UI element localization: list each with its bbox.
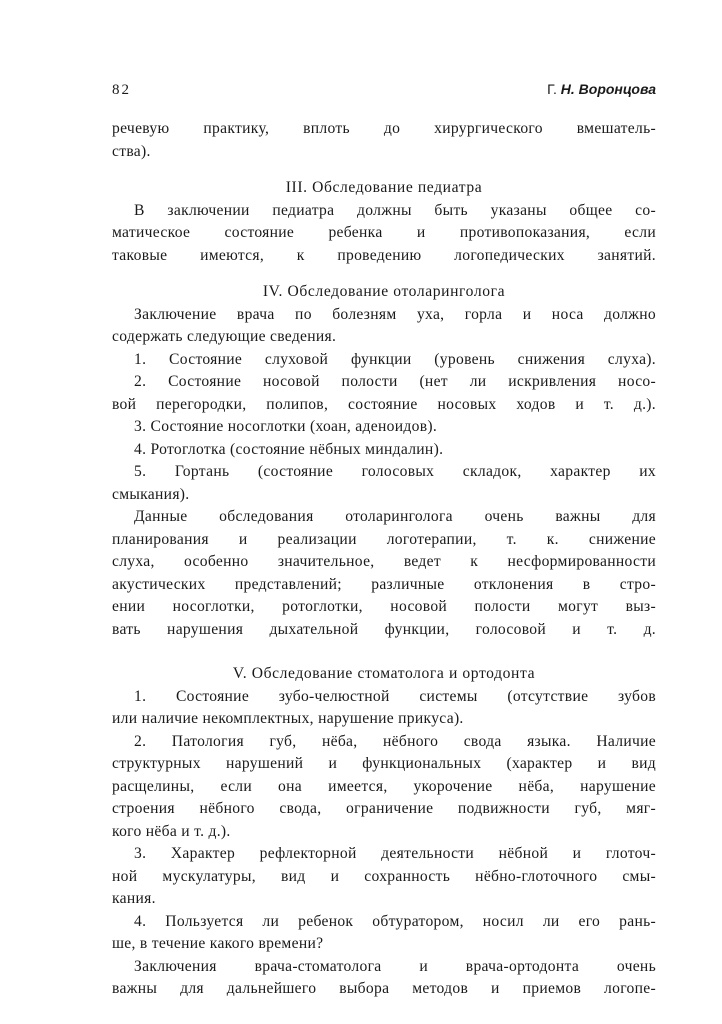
text-line: структурных нарушений и функциональных (характер и вид bbox=[112, 755, 656, 772]
list-item: 3. Состояние носоглотки (хоан, аденоидов). bbox=[134, 418, 438, 435]
list-item: 1. Состояние зубо-челюстной системы (отсутствие зубов bbox=[134, 687, 656, 705]
list-item: 2. Состояние носовой полости (нет ли искривления носо- bbox=[134, 373, 656, 390]
text-line: вой перегородки, полипов, состояние носовых ходов и т. д.). bbox=[112, 395, 656, 413]
text-line: планирования и реализации логотерапии, т. к. снижение bbox=[112, 530, 656, 548]
text-line: ше, в течение какого времени? bbox=[112, 935, 324, 952]
section-heading-dentist-orthodontist: V. Обследование стоматолога и ортодонта bbox=[232, 665, 536, 682]
list-item: 3. Характер рефлекторной деятельности нёбной и глоточ- bbox=[134, 845, 656, 862]
section-heading-otolaryngologist: IV. Обследование отоларинголога bbox=[262, 283, 506, 300]
text-line: ства). bbox=[112, 142, 151, 160]
text-line: вать нарушения дыхательной функции, голосовой и т. д. bbox=[112, 620, 656, 638]
text-line: строения нёбного свода, ограничение подвижности губ, мяг- bbox=[112, 800, 656, 817]
text-line: акустических представлений; различные отклонения в стро- bbox=[112, 575, 656, 593]
text-line: ной мускулатуры, вид и сохранность нёбно-глоточного смы- bbox=[112, 867, 656, 885]
list-item: 5. Гортань (состояние голосовых складок, характер их bbox=[134, 463, 656, 480]
text-line: Данные обследования отоларинголога очень важны для bbox=[134, 508, 656, 525]
text-line: ении носоглотки, ротоглотки, носовой полости могут выз- bbox=[112, 598, 656, 615]
text-line: В заключении педиатра должны быть указаны общее со- bbox=[134, 201, 656, 219]
text-line: матическое состояние ребенка и противопоказания, если bbox=[112, 224, 656, 241]
text-line: содержать следующие сведения. bbox=[112, 328, 337, 345]
body-text bbox=[112, 118, 656, 1001]
text-line: смыкания). bbox=[112, 485, 190, 503]
text-line: Заключения врача-стоматолога и врача-ортодонта очень bbox=[134, 957, 656, 975]
text-line: расщелины, если она имеется, укорочение нёба, нарушение bbox=[112, 777, 656, 795]
list-item: 1. Состояние слуховой функции (уровень снижения слуха). bbox=[134, 350, 656, 368]
page-number: 82 bbox=[112, 82, 131, 98]
text-line: слуха, особенно значительное, ведет к несформированности bbox=[112, 553, 656, 570]
section-heading-pediatrician: III. Обследование педиатра bbox=[285, 179, 483, 196]
author-initial: Г. bbox=[547, 81, 557, 97]
text-line: или наличие некомплектных, нарушение прикуса). bbox=[112, 710, 464, 727]
list-item: 2. Патология губ, нёба, нёбного свода языка. Наличие bbox=[134, 732, 656, 750]
text-line: Заключение врача по болезням уха, горла и носа должно bbox=[134, 305, 656, 323]
running-header-author bbox=[547, 81, 656, 97]
text-line: таковые имеются, к проведению логопедических занятий. bbox=[112, 246, 656, 264]
text-line: важны для дальнейшего выбора методов и приемов логопе- bbox=[112, 980, 656, 997]
author-name: Н. Воронцова bbox=[560, 81, 656, 97]
list-item: 4. Пользуется ли ребенок обтуратором, носил ли его рань- bbox=[134, 912, 656, 930]
list-item: 4. Ротоглотка (состояние нёбных миндалин). bbox=[134, 440, 444, 458]
text-line: кания. bbox=[112, 890, 156, 907]
text-line: кого нёба и т. д.). bbox=[112, 822, 231, 840]
text-line: речевую практику, вплоть до хирургического вмешатель- bbox=[112, 120, 656, 137]
